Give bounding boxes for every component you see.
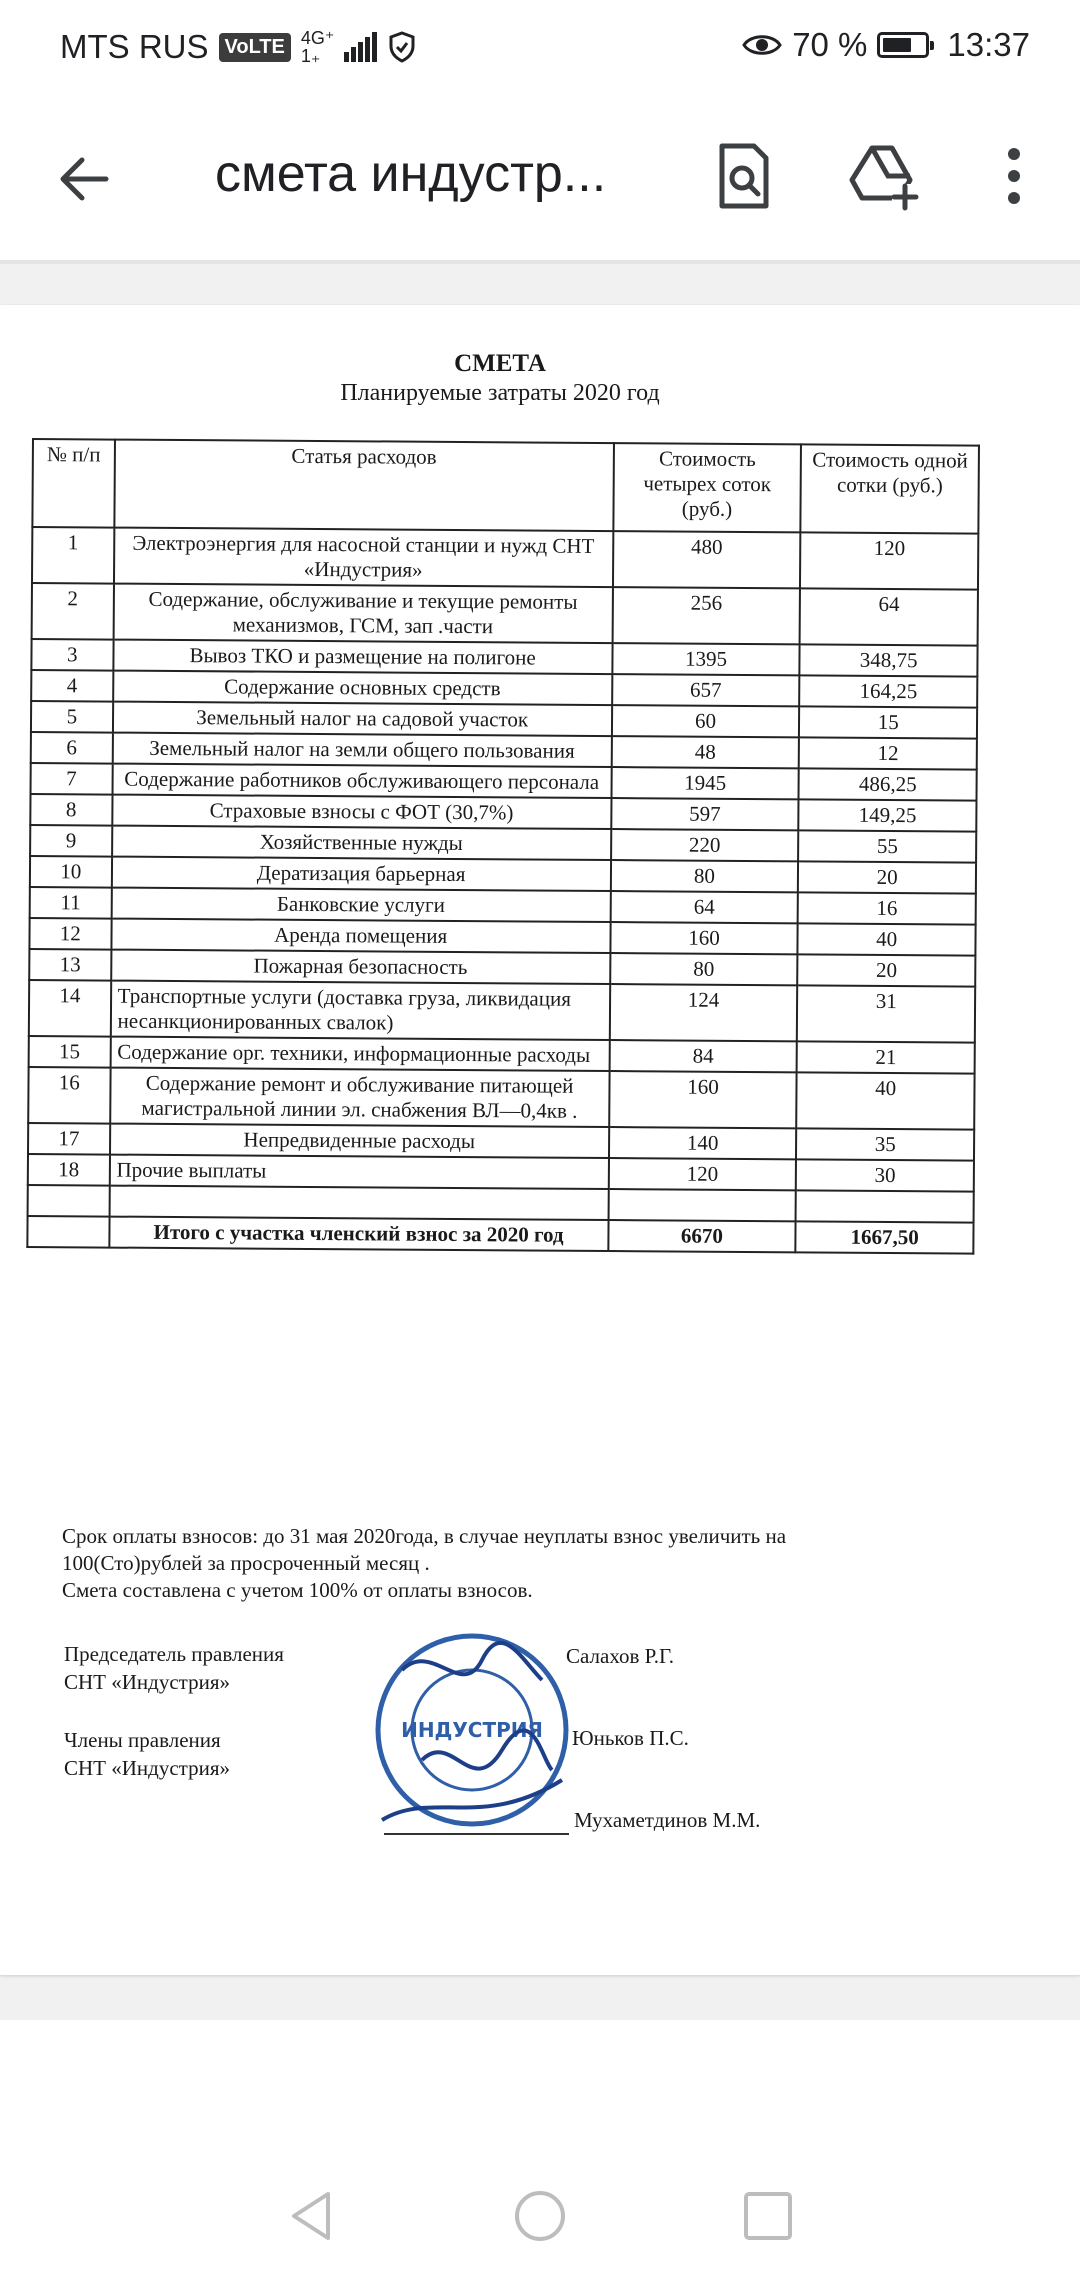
row-number: 16 xyxy=(28,1067,110,1124)
organization-stamp-icon xyxy=(372,1630,572,1830)
row-number: 14 xyxy=(29,980,111,1037)
row-cost-four: 657 xyxy=(612,674,800,706)
row-cost-one: 40 xyxy=(797,1072,975,1129)
row-number: 10 xyxy=(30,856,112,888)
svg-text:ИНДУСТРИЯ: ИНДУСТРИЯ xyxy=(401,1718,543,1742)
total-label: Итого с участка членский взнос за 2020 год xyxy=(109,1217,608,1251)
payment-notes xyxy=(62,1523,786,1604)
row-number: 6 xyxy=(31,732,113,764)
row-item: Непредвиденные расходы xyxy=(110,1124,609,1158)
row-number: 1 xyxy=(32,527,114,584)
network-icon xyxy=(301,29,335,65)
carrier-name: MTS RUS xyxy=(60,28,209,65)
row-item: Дератизация барьерная xyxy=(111,857,610,891)
chair-name: Салахов Р.Г. xyxy=(566,1644,675,1668)
system-nav-bar xyxy=(0,2140,1080,2280)
signature-line xyxy=(384,1833,569,1835)
app-bar xyxy=(0,92,1080,260)
header-item: Статья расходов xyxy=(114,440,614,531)
members-role-line2: СНТ «Индустрия» xyxy=(64,1756,230,1780)
toolbar-shadow xyxy=(0,260,1080,264)
table-header-row xyxy=(32,439,979,534)
row-number: 15 xyxy=(29,1036,111,1068)
row-item: Аренда помещения xyxy=(111,919,610,953)
row-item: Прочие выплаты xyxy=(109,1155,608,1189)
row-item: Вывоз ТКО и размещение на полигоне xyxy=(113,640,612,674)
row-cost-four: 220 xyxy=(611,829,799,861)
note-line: Смета составлена с учетом 100% от оплаты взносов. xyxy=(62,1578,533,1602)
row-cost-four: 160 xyxy=(609,1071,797,1128)
row-cost-one: 21 xyxy=(797,1041,975,1073)
member1-name: Юньков П.С. xyxy=(572,1726,689,1750)
note-line: Срок оплаты взносов: до 31 мая 2020года, в случае неуплаты взнос увеличить на xyxy=(62,1524,787,1548)
row-cost-one: 120 xyxy=(800,532,978,589)
row-cost-four: 1945 xyxy=(611,767,799,799)
row-cost-one: 20 xyxy=(798,861,976,893)
row-item: Хозяйственные нужды xyxy=(112,826,611,860)
members-role xyxy=(64,1726,230,1782)
drive-add-icon[interactable] xyxy=(848,140,920,212)
battery-icon xyxy=(877,32,929,58)
row-cost-one: 40 xyxy=(798,923,976,955)
row-number: 3 xyxy=(31,639,113,671)
row-cost-four: 120 xyxy=(608,1158,796,1190)
nav-home-icon[interactable] xyxy=(512,2188,568,2244)
total-num xyxy=(27,1216,109,1248)
row-item: Содержание ремонт и обслуживание питающей магистральной линии эл. снабжения ВЛ—0,4кв . xyxy=(110,1068,609,1127)
row-item: Транспортные услуги (доставка груза, ликвидация несанкционированных свалок) xyxy=(110,981,609,1040)
row-number: 8 xyxy=(30,794,112,826)
row-cost-one: 64 xyxy=(800,588,978,645)
row-number: 13 xyxy=(29,949,111,981)
row-cost-one: 16 xyxy=(798,892,976,924)
row-cost-one: 12 xyxy=(799,737,977,769)
row-item: Банковские услуги xyxy=(111,888,610,922)
row-cost-four: 48 xyxy=(611,736,799,768)
row-cost-one: 149,25 xyxy=(799,799,977,831)
row-cost-four: 256 xyxy=(612,587,800,644)
back-arrow-icon[interactable] xyxy=(50,144,120,214)
member2-name: Мухаметдинов М.М. xyxy=(574,1808,761,1832)
note-line: 100(Сто)рублей за просроченный месяц . xyxy=(62,1551,430,1575)
row-number: 5 xyxy=(31,701,113,733)
nav-recents-icon[interactable] xyxy=(740,2188,796,2244)
total-cost-four: 6670 xyxy=(608,1220,796,1252)
document-search-icon[interactable] xyxy=(708,140,780,212)
table-row xyxy=(32,527,978,590)
status-right xyxy=(742,26,1030,64)
row-item: Электроэнергия для насосной станции и нужд СНТ «Индустрия» xyxy=(114,528,613,587)
row-number: 17 xyxy=(28,1123,110,1155)
table-total-row xyxy=(27,1216,973,1254)
doc-title: СМЕТА xyxy=(454,350,546,377)
document-title: смета индустр... xyxy=(215,145,607,203)
status-bar xyxy=(0,0,1080,92)
row-item: Содержание орг. техники, информационные расходы xyxy=(110,1037,609,1071)
row-cost-one: 486,25 xyxy=(799,768,977,800)
table-row xyxy=(29,980,975,1043)
row-cost-four: 140 xyxy=(609,1127,797,1159)
row-cost-one: 35 xyxy=(796,1128,974,1160)
header-cost-one: Стоимость одной сотки (руб.) xyxy=(801,444,979,533)
chair-role-line2: СНТ «Индустрия» xyxy=(64,1670,230,1694)
row-number: 7 xyxy=(31,763,113,795)
network-type: 4G⁺ xyxy=(300,28,335,48)
members-role-line1: Члены правления xyxy=(64,1728,221,1752)
chair-role-line1: Председатель правления xyxy=(64,1642,284,1666)
row-item: Содержание основных средств xyxy=(113,671,612,705)
row-cost-four: 480 xyxy=(613,531,801,588)
more-vert-icon[interactable] xyxy=(980,140,1040,212)
row-cost-four: 80 xyxy=(610,860,798,892)
row-cost-four: 597 xyxy=(611,798,799,830)
shield-icon xyxy=(388,31,416,63)
row-cost-one: 31 xyxy=(797,985,975,1042)
row-number: 12 xyxy=(29,918,111,950)
row-cost-four: 84 xyxy=(609,1040,797,1072)
row-item: Земельный налог на земли общего пользования xyxy=(112,733,611,767)
row-number: 18 xyxy=(28,1154,110,1186)
nav-back-icon[interactable] xyxy=(284,2188,340,2244)
row-cost-one: 348,75 xyxy=(800,644,978,676)
row-cost-four: 60 xyxy=(612,705,800,737)
table-row xyxy=(28,1067,974,1130)
row-cost-one: 30 xyxy=(796,1159,974,1191)
row-cost-four: 1395 xyxy=(612,643,800,675)
signal-icon xyxy=(344,32,378,62)
header-num: № п/п xyxy=(32,439,114,528)
empty-cell xyxy=(109,1186,608,1220)
document-page[interactable] xyxy=(0,305,1080,1975)
total-cost-one: 1667,50 xyxy=(796,1221,974,1253)
row-cost-one: 15 xyxy=(799,706,977,738)
clock: 13:37 xyxy=(947,26,1030,63)
row-cost-four: 64 xyxy=(610,891,798,923)
row-item: Земельный налог на садовой участок xyxy=(113,702,612,736)
doc-subtitle: Планируемые затраты 2020 год xyxy=(340,380,660,406)
row-item: Содержание, обслуживание и текущие ремонты механизмов, ГСМ, зап .части xyxy=(113,584,612,643)
row-cost-one: 55 xyxy=(798,830,976,862)
row-cost-four: 80 xyxy=(610,953,798,985)
row-item: Содержание работников обслуживающего персонала xyxy=(112,764,611,798)
chair-role xyxy=(64,1640,284,1696)
battery-percent: 70 % xyxy=(792,26,868,63)
row-number: 2 xyxy=(32,583,114,640)
network-sub: 1₊ xyxy=(300,46,321,66)
status-left xyxy=(60,28,416,66)
table-row xyxy=(32,583,978,646)
row-cost-four: 124 xyxy=(609,984,797,1041)
empty-cell xyxy=(608,1189,796,1221)
row-number: 9 xyxy=(30,825,112,857)
row-item: Пожарная безопасность xyxy=(111,950,610,984)
eye-icon xyxy=(742,31,782,59)
row-item: Страховые взносы с ФОТ (30,7%) xyxy=(112,795,611,829)
estimate-table xyxy=(26,438,980,1255)
row-cost-one: 164,25 xyxy=(800,675,978,707)
page-gap xyxy=(0,2020,1080,2140)
empty-cell xyxy=(796,1190,974,1222)
empty-cell xyxy=(28,1185,110,1217)
header-cost-four: Стоимость четырех соток (руб.) xyxy=(613,443,801,532)
volte-badge: VoLTE xyxy=(219,33,291,62)
row-cost-four: 160 xyxy=(610,922,798,954)
row-number: 11 xyxy=(30,887,112,919)
row-number: 4 xyxy=(31,670,113,702)
row-cost-one: 20 xyxy=(798,954,976,986)
